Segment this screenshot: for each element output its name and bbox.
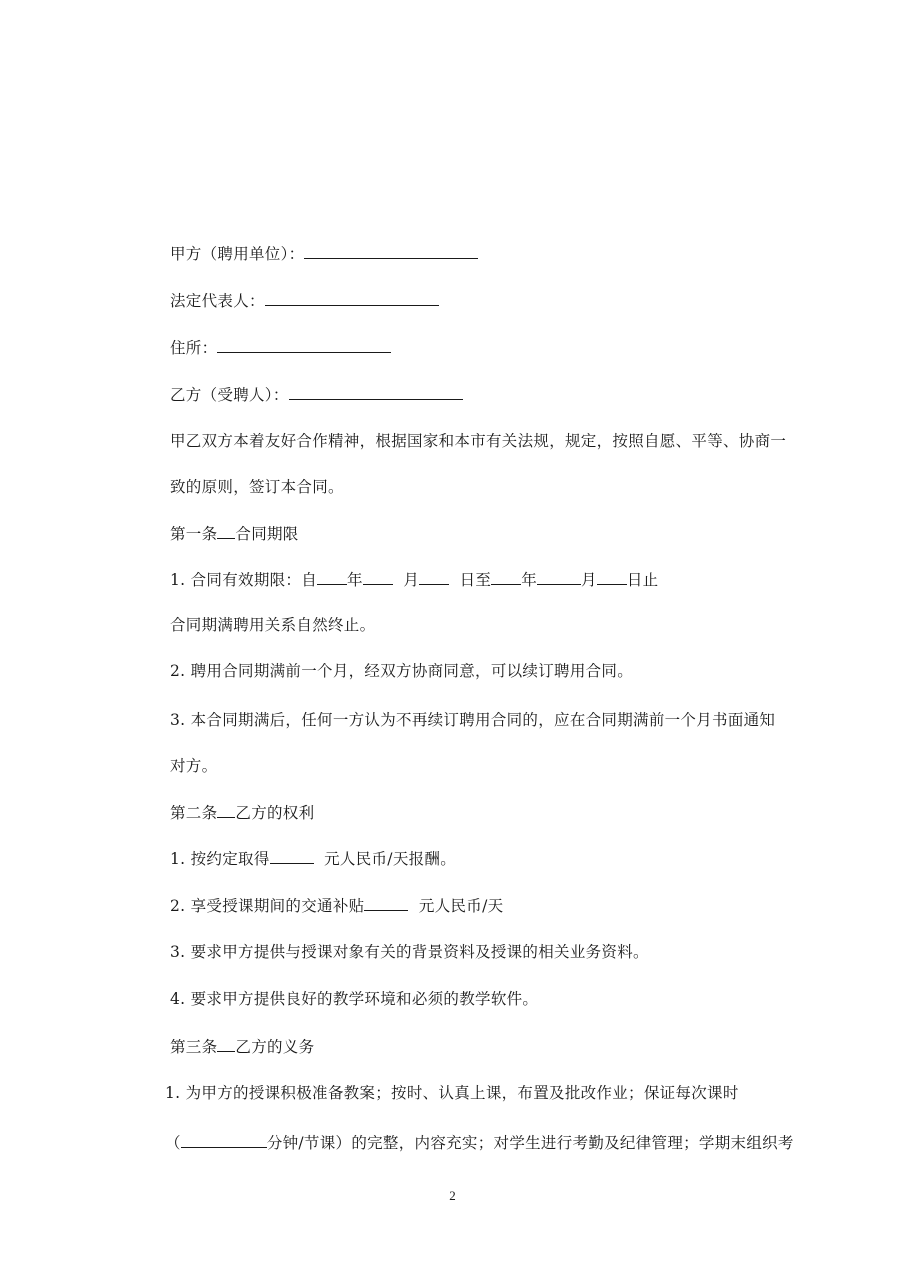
item-number: 2. — [170, 662, 186, 680]
article-2-heading — [170, 802, 314, 823]
end-year-blank[interactable] — [491, 569, 521, 585]
paren-open: （ — [165, 1134, 181, 1152]
address-label: 住所： — [170, 339, 218, 357]
year-label: 年 — [347, 571, 363, 589]
article-3-item-1-line-1 — [165, 1083, 739, 1103]
item-text: 按约定取得 — [190, 850, 270, 868]
article-1-gap — [217, 523, 235, 539]
party-b-line — [170, 384, 463, 405]
item-text: 为甲方的授课积极准备教案；按时、认真上课，布置及批改作业；保证每次课时 — [185, 1084, 739, 1102]
item-text: 要求甲方提供与授课对象有关的背景资料及授课的相关业务资料。 — [190, 943, 649, 961]
party-a-line — [170, 243, 478, 264]
item-number: 4. — [170, 990, 186, 1008]
preamble-line-1: 甲乙双方本着友好合作精神，根据国家和本市有关法规，规定，按照自愿、平等、协商一 — [170, 432, 787, 450]
article-3-item-1-line-2 — [165, 1132, 794, 1153]
article-2-item-4 — [170, 989, 538, 1009]
item-number: 3. — [170, 943, 186, 961]
party-b-label: 乙方（受聘人）： — [170, 386, 289, 404]
article-2-item-2 — [170, 895, 503, 916]
article-3-title: 乙方的义务 — [235, 1038, 315, 1056]
party-a-blank[interactable] — [304, 243, 478, 259]
address-line — [170, 337, 391, 358]
end-day-blank[interactable] — [597, 569, 627, 585]
article-1-prefix: 第一条 — [170, 525, 218, 543]
item-text: 享受授课期间的交通补贴 — [190, 897, 365, 915]
item-number: 1. — [165, 1084, 181, 1102]
month-label: 月 — [403, 571, 420, 589]
item-number: 3. — [170, 711, 186, 729]
article-1-heading — [170, 523, 299, 544]
start-month-blank[interactable] — [363, 569, 393, 585]
legal-rep-label: 法定代表人： — [170, 292, 265, 310]
address-blank[interactable] — [217, 337, 391, 353]
remuneration-blank[interactable] — [270, 848, 314, 864]
article-2-item-1 — [170, 848, 456, 869]
preamble-line-2: 致的原则，签订本合同。 — [170, 478, 344, 496]
month-label: 月 — [581, 571, 597, 589]
article-2-prefix: 第二条 — [170, 804, 218, 822]
item-number: 1. — [170, 571, 186, 589]
day-end-label: 日止 — [626, 571, 659, 589]
article-1-title: 合同期限 — [235, 525, 299, 543]
article-1-item-3-line-2: 对方。 — [170, 757, 218, 775]
minutes-blank[interactable] — [181, 1132, 267, 1148]
item-text: 元人民币/天报酬。 — [324, 850, 457, 868]
article-2-gap — [217, 802, 235, 818]
article-3-prefix: 第三条 — [170, 1038, 218, 1056]
item-text: 本合同期满后，任何一方认为不再续订聘用合同的，应在合同期满前一个月书面通知 — [190, 711, 776, 729]
article-1-item-2 — [170, 661, 633, 681]
item-text: 要求甲方提供良好的教学环境和必须的教学软件。 — [190, 990, 539, 1008]
day-to-label: 日至 — [459, 571, 492, 589]
article-2-item-3 — [170, 942, 649, 962]
item-text: 分钟/节课）的完整，内容充实；对学生进行考勤及纪律管理；学期末组织考 — [266, 1134, 794, 1152]
article-1-item-3-line-1 — [170, 710, 775, 730]
article-1-item-1 — [170, 569, 658, 590]
term-from-label: 合同有效期限：自 — [190, 571, 318, 589]
start-year-blank[interactable] — [317, 569, 347, 585]
end-month-blank[interactable] — [537, 569, 581, 585]
legal-rep-blank[interactable] — [265, 290, 439, 306]
article-3-heading — [170, 1036, 314, 1057]
item-number: 1. — [170, 850, 186, 868]
page-number: 2 — [449, 1188, 456, 1203]
year-label: 年 — [521, 571, 538, 589]
allowance-blank[interactable] — [364, 895, 408, 911]
article-1-item-1-note: 合同期满聘用关系自然终止。 — [170, 616, 376, 634]
legal-rep-line — [170, 290, 439, 311]
article-3-gap — [217, 1036, 235, 1052]
item-text: 聘用合同期满前一个月，经双方协商同意，可以续订聘用合同。 — [190, 662, 634, 680]
start-day-blank[interactable] — [419, 569, 449, 585]
party-b-blank[interactable] — [289, 384, 463, 400]
party-a-label: 甲方（聘用单位）： — [170, 245, 305, 263]
item-number: 2. — [170, 897, 186, 915]
article-2-title: 乙方的权利 — [235, 804, 315, 822]
item-text: 元人民币/天 — [418, 897, 504, 915]
